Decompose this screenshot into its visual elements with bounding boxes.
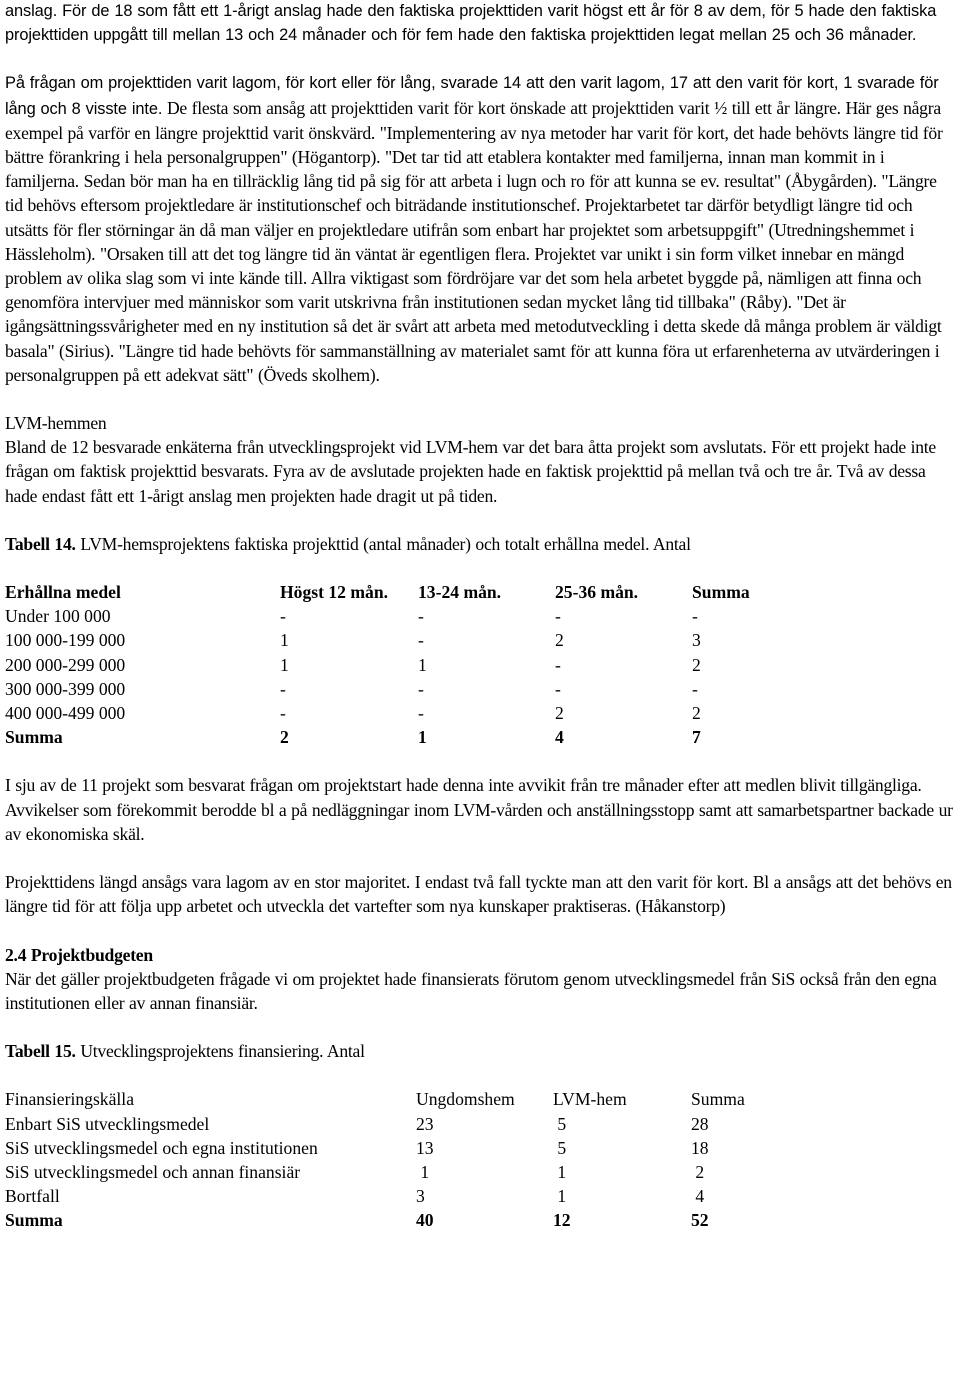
- table14-cell: -: [555, 678, 561, 699]
- table15-cell: 18: [691, 1137, 709, 1158]
- table14-header: 25-36 mån.: [555, 582, 639, 603]
- table14-cell: 100 000-199 000: [5, 630, 126, 651]
- table14-cell: -: [280, 678, 286, 699]
- table15-cell: 5: [553, 1137, 567, 1158]
- table15-cell: SiS utvecklingsmedel och annan finansiär: [5, 1161, 301, 1182]
- paragraph-langd: Projekttidens längd ansågs vara lagom av en stor majoritet. I endast två fall tyckte man att den varit för kort. Bl a ansågs att det behövs en längre tid för att följa upp arbetet och utveckla det vartefter som nya kunskaper praktiseras. (Håkanstorp): [5, 872, 952, 917]
- table14-cell: -: [418, 703, 424, 724]
- table14-cell: -: [418, 606, 424, 627]
- table15-cell: 3: [416, 1186, 425, 1207]
- table14-cell: -: [555, 606, 561, 627]
- table15-total-cell: Summa: [5, 1210, 63, 1231]
- table14-cell: 300 000-399 000: [5, 678, 126, 699]
- table14-header: Erhållna medel: [5, 582, 121, 603]
- lvm-heading: LVM-hemmen: [5, 413, 107, 434]
- paragraph-lvm: Bland de 12 besvarade enkäterna från utvecklingsprojekt vid LVM-hem var det bara åtta projekt som avslutats. För ett projekt hade inte frågan om faktisk projekttid besvarats. Fyra av de avslutade projekten hade en faktisk projekttid på mellan två och tre år. Två av dessa hade endast fått ett 1-årigt anslag men projekten hade dragit ut på tiden.: [5, 437, 936, 506]
- paragraph-budget: När det gäller projektbudgeten frågade vi om projektet hade finansierats förutom genom utvecklingsmedel från SiS också från den egna institutionen eller av annan finansiär.: [5, 968, 937, 1013]
- table15-cell: 2: [691, 1161, 705, 1182]
- table15-cell: 23: [416, 1113, 434, 1134]
- table14: [5, 580, 750, 749]
- table-row: [5, 677, 750, 701]
- table-row: [5, 1184, 745, 1208]
- table14-header-row: [5, 580, 750, 604]
- table15-header-row: [5, 1087, 745, 1111]
- table14-total-cell: 7: [692, 727, 701, 748]
- table-row: [5, 653, 750, 677]
- paragraph-lagom-sans: På frågan om projekttiden varit lagom, för kort eller för lång, svarade 14 att den varit lagom, 17 att den varit för kort, 1 svarade för lång och 8 visste inte.: [5, 74, 939, 118]
- document-page: [5, 0, 955, 1233]
- table14-cell: 1: [418, 654, 427, 675]
- table15-cell: 1: [416, 1161, 430, 1182]
- table14-total-cell: 1: [418, 727, 427, 748]
- table15-total-cell: 40: [416, 1210, 434, 1231]
- table-row: [5, 701, 750, 725]
- table14-header: Summa: [692, 582, 750, 603]
- table15-cell: 1: [553, 1186, 567, 1207]
- paragraph-intro: anslag. För de 18 som fått ett 1-årigt anslag hade den faktiska projekttiden varit högst ett år för 8 av dem, för 5 hade den faktiska projekttiden uppgått till mellan 13 och 24 månader och för fem hade den faktiska projekttiden legat mellan 25 och 36 månader.: [5, 2, 937, 45]
- table14-cell: -: [418, 630, 424, 651]
- table14-cell: 1: [280, 654, 289, 675]
- table14-cell: -: [555, 654, 561, 675]
- table14-cell: Under 100 000: [5, 606, 111, 627]
- table14-caption: [5, 532, 955, 556]
- table14-cell: -: [280, 703, 286, 724]
- table14-total-cell: 4: [555, 727, 564, 748]
- table15-caption-text: Utvecklingsprojektens finansiering. Antal: [75, 1041, 365, 1062]
- table-row: [5, 604, 750, 628]
- table-row: [5, 1160, 745, 1184]
- table14-total-row: [5, 725, 750, 749]
- table15-total-cell: 52: [691, 1210, 709, 1231]
- table14-cell: -: [280, 606, 286, 627]
- table15-cell: 13: [416, 1137, 434, 1158]
- table15-header: Finansieringskälla: [5, 1089, 134, 1110]
- table15-cell: 28: [691, 1113, 709, 1134]
- table14-total-cell: 2: [280, 727, 289, 748]
- table-row: [5, 628, 750, 652]
- table14-cell: 400 000-499 000: [5, 703, 126, 724]
- table15-label: Tabell 15.: [5, 1041, 76, 1062]
- table14-cell: 2: [692, 654, 701, 675]
- table14-cell: 2: [555, 630, 564, 651]
- table14-total-cell: Summa: [5, 727, 63, 748]
- section-heading: 2.4 Projektbudgeten: [5, 944, 153, 965]
- table15-cell: 4: [691, 1186, 705, 1207]
- table14-header: 13-24 mån.: [418, 582, 502, 603]
- table14-cell: 200 000-299 000: [5, 654, 126, 675]
- table15-cell: SiS utvecklingsmedel och egna institutionen: [5, 1137, 318, 1158]
- table15-cell: 5: [553, 1113, 567, 1134]
- table14-label: Tabell 14.: [5, 533, 76, 554]
- table14-cell: 2: [555, 703, 564, 724]
- table14-cell: 1: [280, 630, 289, 651]
- table14-cell: -: [692, 678, 698, 699]
- table15-cell: Bortfall: [5, 1186, 60, 1207]
- paragraph-projektstart: I sju av de 11 projekt som besvarat frågan om projektstart hade denna inte avvikit från tre månader efter att medlen blivit tillgängliga. Avvikelser som förekommit berodde bl a på nedläggningar inom LVM-vården och anställningsstopp samt att samarbetspartner backade ur av ekonomiska skäl.: [5, 775, 953, 844]
- table14-header: Högst 12 mån.: [280, 582, 389, 603]
- table-row: [5, 1136, 745, 1160]
- table15-header: LVM-hem: [553, 1089, 627, 1110]
- table14-caption-text: LVM-hemsprojektens faktiska projekttid (antal månader) och totalt erhållna medel. Antal: [75, 533, 691, 554]
- table15-header: Summa: [691, 1089, 745, 1110]
- paragraph-lagom: [5, 70, 955, 387]
- table14-cell: 3: [692, 630, 701, 651]
- table15-cell: Enbart SiS utvecklingsmedel: [5, 1113, 210, 1134]
- table-row: [5, 1112, 745, 1136]
- table15-caption: [5, 1039, 955, 1063]
- table15: [5, 1087, 745, 1232]
- table14-cell: -: [692, 606, 698, 627]
- table15-total-cell: 12: [553, 1210, 571, 1231]
- table15-cell: 1: [553, 1161, 567, 1182]
- paragraph-lagom-serif: De flesta som ansåg att projekttiden varit för kort önskade att projekttiden varit ½ till ett år längre. Här ges några exempel på varför en längre projekttid varit önskvärd. "Implementering av nya metoder har varit för kort, det hade behövts längre tid för bättre förankring i hela personalgruppen" (Högantorp). "Det tar tid att etablera kontakter med familjerna, innan man kommit in i familjerna. Sedan bör man ha en tillräcklig lång tid på sig för att arbeta i lugn och ro för att kunna se ev. resultat" (Åbygården). "Längre tid behövs eftersom projektledare är institutionschef och biträdande institutionschef. Projektarbetet tar därför betydligt längre tid och utsätts för fler störningar än då man väljer en projektledare utifrån som enbart har projektet som arbetsuppgift" (Utredningshemmet i Hässleholm). "Orsaken till att det tog längre tid än väntat är egentligen flera. Projektet var unikt i sin form vilket innebar en mängd problem av olika slag som vi inte kände till. Allra viktigast som fördröjare var det som hela arbetet byggde på, nämligen att finna och genomföra intervjuer med människor som varit utskrivna från institutionen sedan mycket lång tid tillbaka" (Råby). "Det är igångsättningssvårigheter med en ny institution så det är svårt att arbeta med metodutveckling i detta skede då många problem är väldigt basala" (Sirius). "Längre tid hade behövts för sammanställning av materialet samt för att kunna föra ut erfarenheterna av utvärderingen i personalgruppen på ett adekvat sätt" (Öveds skolhem).: [5, 97, 943, 385]
- table14-cell: 2: [692, 703, 701, 724]
- table15-header: Ungdomshem: [416, 1089, 515, 1110]
- table15-total-row: [5, 1208, 745, 1232]
- table14-cell: -: [418, 678, 424, 699]
